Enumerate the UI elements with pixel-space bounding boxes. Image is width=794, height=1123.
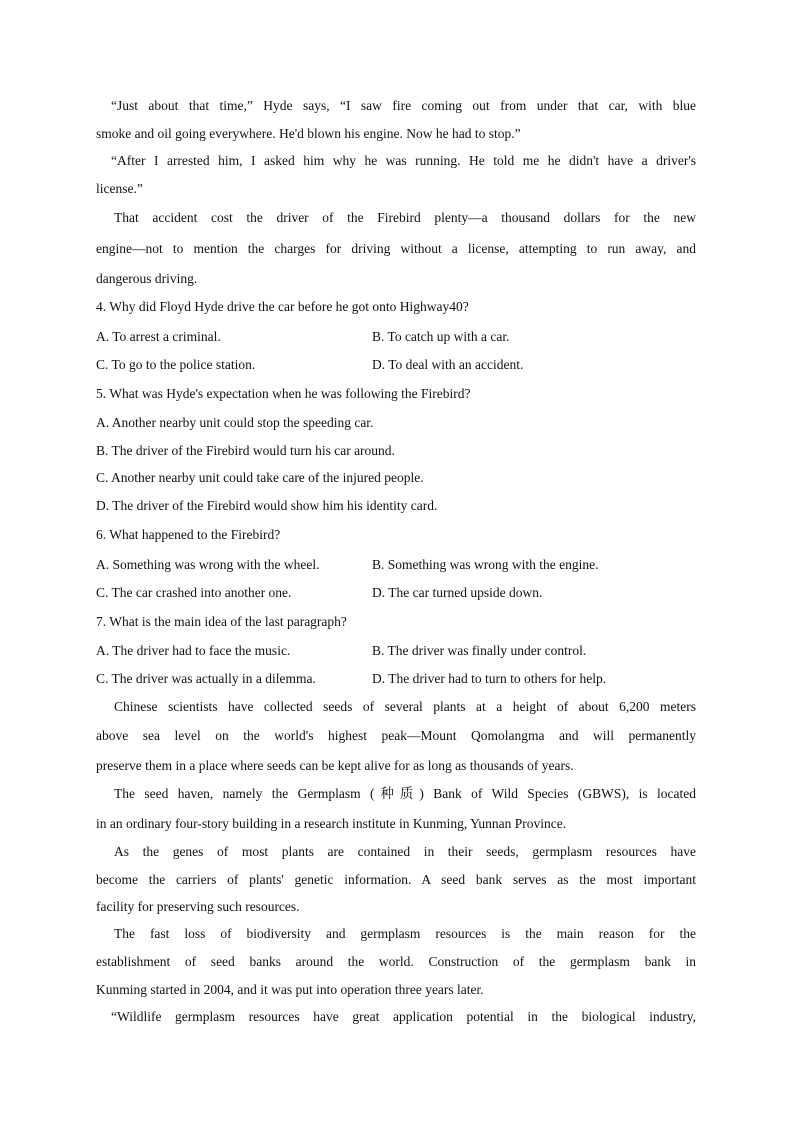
option-d: D. The driver of the Firebird would show him his identity card.: [96, 498, 438, 513]
passage2-line: facility for preserving such resources.: [96, 899, 300, 914]
passage1-line: engine—not to mention the charges for driving without a license, attempting to run away, and: [96, 241, 696, 256]
passage1-line: “After I arrested him, I asked him why he was running. He told me he didn't have a driver's: [111, 153, 696, 168]
passage1-line: dangerous driving.: [96, 271, 198, 286]
passage2-line: in an ordinary four-story building in a research institute in Kunming, Yunnan Province.: [96, 816, 567, 831]
passage1-line: smoke and oil going everywhere. He'd blown his engine. Now he had to stop.”: [96, 126, 521, 141]
passage2-line: Chinese scientists have collected seeds of several plants at a height of about 6,200 meters: [114, 699, 696, 714]
option-b: B. To catch up with a car.: [372, 329, 510, 344]
passage2-line: become the carriers of plants' genetic information. A seed bank serves as the most important: [96, 872, 696, 887]
option-a: A. Something was wrong with the wheel.: [96, 557, 320, 572]
option-c: C. Another nearby unit could take care of the injured people.: [96, 470, 424, 485]
option-d: D. The car turned upside down.: [372, 585, 543, 600]
passage2-line: above sea level on the world's highest peak—Mount Qomolangma and will permanently: [96, 728, 696, 743]
question-stem: 5. What was Hyde's expectation when he was following the Firebird?: [96, 386, 471, 401]
question-stem: 4. Why did Floyd Hyde drive the car before he got onto Highway40?: [96, 299, 469, 314]
option-a: A. To arrest a criminal.: [96, 329, 221, 344]
option-c: C. The car crashed into another one.: [96, 585, 292, 600]
option-c: C. The driver was actually in a dilemma.: [96, 671, 316, 686]
passage1-line: license.”: [96, 181, 143, 196]
passage2-line: As the genes of most plants are contained in their seeds, germplasm resources have: [114, 844, 696, 859]
option-a: A. Another nearby unit could stop the speeding car.: [96, 415, 374, 430]
passage2-line: preserve them in a place where seeds can be kept alive for as long as thousands of years.: [96, 758, 574, 773]
option-d: D. To deal with an accident.: [372, 357, 524, 372]
question-stem: 7. What is the main idea of the last paragraph?: [96, 614, 347, 629]
option-b: B. The driver of the Firebird would turn his car around.: [96, 443, 395, 458]
passage2-line: Kunming started in 2004, and it was put into operation three years later.: [96, 982, 484, 997]
passage1-line: That accident cost the driver of the Firebird plenty—a thousand dollars for the new: [114, 210, 696, 225]
question-stem: 6. What happened to the Firebird?: [96, 527, 281, 542]
option-a: A. The driver had to face the music.: [96, 643, 291, 658]
option-b: B. Something was wrong with the engine.: [372, 557, 599, 572]
option-d: D. The driver had to turn to others for help.: [372, 671, 607, 686]
passage2-line: establishment of seed banks around the world. Construction of the germplasm bank in: [96, 954, 696, 969]
passage2-line: The fast loss of biodiversity and germplasm resources is the main reason for the: [114, 926, 696, 941]
option-b: B. The driver was finally under control.: [372, 643, 587, 658]
option-c: C. To go to the police station.: [96, 357, 256, 372]
passage2-line: The seed haven, namely the Germplasm (种质) Bank of Wild Species (GBWS), is located: [114, 786, 696, 801]
passage1-line: “Just about that time,” Hyde says, “I saw fire coming out from under that car, with blue: [111, 98, 696, 113]
passage2-line: “Wildlife germplasm resources have great application potential in the biological industry,: [111, 1009, 696, 1024]
